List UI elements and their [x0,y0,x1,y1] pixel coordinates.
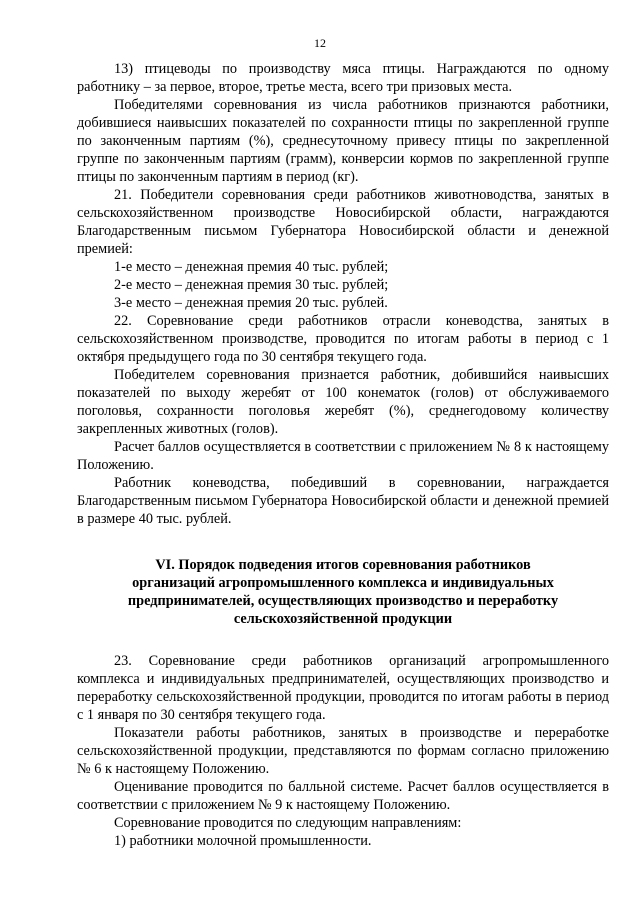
paragraph-directions-intro: Соревнование проводится по следующим направлениям: [114,815,462,831]
paragraph-horse-score-calc: Расчет баллов осуществляется в соответствии с приложением № 8 к настоящему Положению. [77,439,609,473]
prize-third-place: 3-е место – денежная премия 20 тыс. рублей. [114,295,388,311]
section-heading-vi [77,556,609,628]
paragraph-poultry-winners: Победителями соревнования из числа работников признаются работники, добившиеся наивысших показателей по сохранности птицы по закрепленной группе по законченным партиям (%), среднесуточному привесу птицы по закрепленной группе по законченным партиям (грамм), конверсии кормов по закрепленной группе птицы по законченным партиям в период (кг). [77,97,609,185]
paragraph-13-poultry: 13) птицеводы по производству мяса птицы. Награждаются по одному работнику – за первое, второе, третье места, всего три призовых места. [77,61,609,95]
paragraph-horse-award: Работник коневодства, победивший в соревновании, награждается Благодарственным письмом Губернатора Новосибирской области и денежной премией в размере 40 тыс. рублей. [77,475,609,527]
document-body [77,60,609,850]
prize-first-place: 1-е место – денежная премия 40 тыс. рублей; [114,259,389,275]
paragraph-23-agro-competition: 23. Соревнование среди работников организаций агропромышленного комплекса и индивидуальных предпринимателей, осуществляющих производство и переработку сельскохозяйственной продукции, проводится по итогам работы в период с 1 января по 30 сентября текущего года. [77,653,609,723]
prize-second-place: 2-е место – денежная премия 30 тыс. рублей; [114,277,389,293]
paragraph-scoring-system: Оценивание проводится по балльной системе. Расчет баллов осуществляется в соответствии с приложением № 9 к настоящему Положению. [77,779,609,813]
paragraph-21-livestock-awards: 21. Победители соревнования среди работников животноводства, занятых в сельскохозяйственном производстве Новосибирской области, награждаются Благодарственным письмом Губернатора Новосибирской области и денежной премией: [77,187,609,257]
section-heading-line: сельскохозяйственной продукции [233,611,453,627]
paragraph-horse-winner-criteria: Победителем соревнования признается работник, добившийся наивысших показателей по выходу жеребят от 100 конематок (голов) от обслуживаемого поголовья, сохранности поголовья жеребят (%), среднегодовому количеству закрепленных животных (голов). [77,367,609,437]
paragraph-work-indicators: Показатели работы работников, занятых в производстве и переработке сельскохозяйственной продукции, представляются по формам согласно приложению № 6 к настоящему Положению. [77,725,609,777]
section-heading-line: VI. Порядок подведения итогов соревнования работников [155,557,531,573]
section-heading-line: организаций агропромышленного комплекса и индивидуальных [132,575,554,591]
page-number: 12 [314,36,326,50]
section-heading-line: предпринимателей, осуществляющих производство и переработку [127,593,559,609]
paragraph-22-horse-breeding: 22. Соревнование среди работников отрасли коневодства, занятых в сельскохозяйственном производстве, проводится по итогам работы в период с 1 октября предыдущего года по 30 сентября текущего года. [77,313,609,365]
list-item-dairy-workers: 1) работники молочной промышленности. [114,833,372,849]
